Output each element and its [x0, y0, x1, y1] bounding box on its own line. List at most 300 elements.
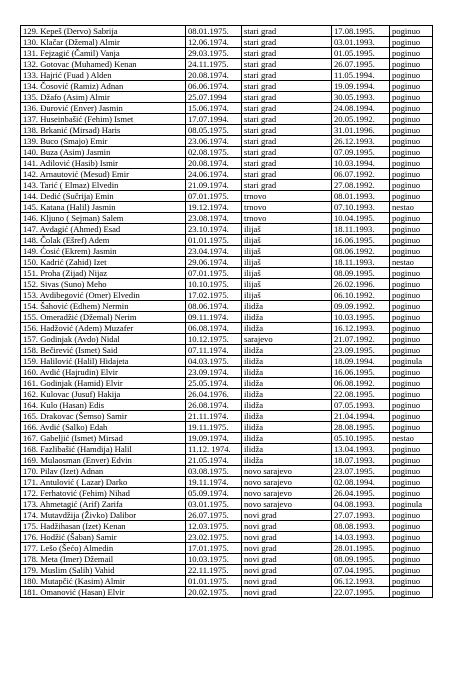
person-name-cell: 135. Džafo (Asim) Almir — [21, 92, 186, 103]
person-name-cell: 142. Arnautović (Mesud) Emir — [21, 169, 186, 180]
status-cell: poginuo — [390, 345, 433, 356]
municipality-cell: ilijaš — [242, 279, 332, 290]
status-cell: poginuo — [390, 455, 433, 466]
person-name-cell: 151. Proha (Zijad) Nijaz — [21, 268, 186, 279]
table-row — [21, 433, 433, 444]
person-name-cell: 181. Omanović (Hasan) Elvir — [21, 587, 186, 598]
birth-date-cell: 23.04.1974. — [186, 246, 242, 257]
person-name-cell: 138. Brkanić (Mirsad) Haris — [21, 125, 186, 136]
municipality-cell: ilidža — [242, 389, 332, 400]
municipality-cell: ilijaš — [242, 257, 332, 268]
municipality-cell: stari grad — [242, 37, 332, 48]
municipality-cell: novi grad — [242, 554, 332, 565]
status-cell: poginuo — [390, 246, 433, 257]
birth-date-cell: 22.11.1975. — [186, 565, 242, 576]
municipality-cell: trnovo — [242, 191, 332, 202]
status-cell: poginuo — [390, 422, 433, 433]
status-cell: poginuo — [390, 587, 433, 598]
status-cell: nestao — [390, 202, 433, 213]
municipality-cell: stari grad — [242, 59, 332, 70]
death-date-cell: 16.06.1995. — [332, 367, 390, 378]
municipality-cell: novi grad — [242, 576, 332, 587]
table-row — [21, 510, 433, 521]
status-cell: poginuo — [390, 70, 433, 81]
birth-date-cell: 10.10.1975. — [186, 279, 242, 290]
table-row — [21, 521, 433, 532]
table-row — [21, 59, 433, 70]
person-name-cell: 167. Gabeljić (Ismet) Mirsad — [21, 433, 186, 444]
birth-date-cell: 09.11.1974. — [186, 312, 242, 323]
birth-date-cell: 21.11.1974. — [186, 411, 242, 422]
table-row — [21, 48, 433, 59]
death-date-cell: 05.10.1995. — [332, 433, 390, 444]
person-name-cell: 130. Klačar (Džemal) Almir — [21, 37, 186, 48]
table-row — [21, 532, 433, 543]
status-cell: poginuo — [390, 554, 433, 565]
municipality-cell: ilijaš — [242, 246, 332, 257]
status-cell: poginuo — [390, 411, 433, 422]
status-cell: poginuo — [390, 488, 433, 499]
table-row — [21, 576, 433, 587]
casualty-table-body — [21, 26, 433, 598]
person-name-cell: 166. Avdić (Salko) Edah — [21, 422, 186, 433]
birth-date-cell: 20.02.1975. — [186, 587, 242, 598]
death-date-cell: 06.10.1992. — [332, 290, 390, 301]
birth-date-cell: 01.01.1975. — [186, 576, 242, 587]
status-cell: poginuo — [390, 323, 433, 334]
municipality-cell: stari grad — [242, 125, 332, 136]
birth-date-cell: 06.06.1974. — [186, 81, 242, 92]
birth-date-cell: 26.08.1974. — [186, 400, 242, 411]
table-row — [21, 356, 433, 367]
table-row — [21, 378, 433, 389]
person-name-cell: 173. Ahmetagić (Arif) Zarifa — [21, 499, 186, 510]
birth-date-cell: 07.11.1974. — [186, 345, 242, 356]
status-cell: poginula — [390, 499, 433, 510]
table-row — [21, 180, 433, 191]
person-name-cell: 153. Avdibegović (Omer) Elvedin — [21, 290, 186, 301]
table-row — [21, 345, 433, 356]
table-row — [21, 334, 433, 345]
birth-date-cell: 25.07.1994 — [186, 92, 242, 103]
death-date-cell: 30.05.1993. — [332, 92, 390, 103]
municipality-cell: ilidža — [242, 400, 332, 411]
table-row — [21, 103, 433, 114]
table-row — [21, 400, 433, 411]
status-cell: poginuo — [390, 92, 433, 103]
status-cell: poginuo — [390, 400, 433, 411]
death-date-cell: 18.09.1994. — [332, 356, 390, 367]
birth-date-cell: 25.05.1974. — [186, 378, 242, 389]
birth-date-cell: 11.12. 1974. — [186, 444, 242, 455]
death-date-cell: 26.12.1993. — [332, 136, 390, 147]
birth-date-cell: 08.06.1974. — [186, 301, 242, 312]
status-cell: poginuo — [390, 389, 433, 400]
table-row — [21, 26, 433, 37]
death-date-cell: 27.07.1993. — [332, 510, 390, 521]
person-name-cell: 137. Huseinbašić (Fehim) Ismet — [21, 114, 186, 125]
table-row — [21, 466, 433, 477]
status-cell: poginuo — [390, 565, 433, 576]
birth-date-cell: 21.09.1974. — [186, 180, 242, 191]
table-row — [21, 191, 433, 202]
death-date-cell: 21.04.1994. — [332, 411, 390, 422]
municipality-cell: novi grad — [242, 587, 332, 598]
table-row — [21, 224, 433, 235]
birth-date-cell: 02.08.1975. — [186, 147, 242, 158]
birth-date-cell: 06.08.1974. — [186, 323, 242, 334]
table-row — [21, 455, 433, 466]
status-cell: poginuo — [390, 466, 433, 477]
birth-date-cell: 17.01.1975. — [186, 543, 242, 554]
table-row — [21, 92, 433, 103]
death-date-cell: 11.05.1994. — [332, 70, 390, 81]
status-cell: poginuo — [390, 279, 433, 290]
death-date-cell: 18.07.1993. — [332, 455, 390, 466]
person-name-cell: 140. Buza (Asim) Jasmin — [21, 147, 186, 158]
birth-date-cell: 29.06.1974. — [186, 257, 242, 268]
municipality-cell: trnovo — [242, 202, 332, 213]
birth-date-cell: 05.09.1974. — [186, 488, 242, 499]
death-date-cell: 28.01.1995. — [332, 543, 390, 554]
municipality-cell: ilidža — [242, 422, 332, 433]
birth-date-cell: 23.02.1975. — [186, 532, 242, 543]
birth-date-cell: 03.08.1975. — [186, 466, 242, 477]
person-name-cell: 148. Čolak (Ešref) Adem — [21, 235, 186, 246]
table-row — [21, 158, 433, 169]
municipality-cell: novo sarajevo — [242, 499, 332, 510]
table-row — [21, 301, 433, 312]
death-date-cell: 27.08.1992. — [332, 180, 390, 191]
table-row — [21, 389, 433, 400]
death-date-cell: 23.09.1995. — [332, 345, 390, 356]
table-row — [21, 246, 433, 257]
table-row — [21, 290, 433, 301]
table-row — [21, 213, 433, 224]
person-name-cell: 147. Avdagić (Ahmed) Esad — [21, 224, 186, 235]
death-date-cell: 03.01.1993. — [332, 37, 390, 48]
birth-date-cell: 03.01.1975. — [186, 499, 242, 510]
birth-date-cell: 29.03.1975. — [186, 48, 242, 59]
table-row — [21, 543, 433, 554]
municipality-cell: ilijaš — [242, 268, 332, 279]
person-name-cell: 150. Kadrić (Zahid) Izet — [21, 257, 186, 268]
death-date-cell: 06.07.1992. — [332, 169, 390, 180]
birth-date-cell: 17.07.1994. — [186, 114, 242, 125]
person-name-cell: 170. Pilav (Izet) Adnan — [21, 466, 186, 477]
municipality-cell: ilijaš — [242, 224, 332, 235]
birth-date-cell: 20.08.1974. — [186, 70, 242, 81]
death-date-cell: 26.02.1996. — [332, 279, 390, 290]
municipality-cell: ilidža — [242, 312, 332, 323]
municipality-cell: ilidža — [242, 378, 332, 389]
person-name-cell: 169. Mulaosman (Enver) Edvin — [21, 455, 186, 466]
death-date-cell: 31.01.1996. — [332, 125, 390, 136]
death-date-cell: 24.08.1994. — [332, 103, 390, 114]
municipality-cell: novi grad — [242, 543, 332, 554]
table-row — [21, 565, 433, 576]
person-name-cell: 152. Sivas (Suno) Meho — [21, 279, 186, 290]
municipality-cell: ilidža — [242, 356, 332, 367]
death-date-cell: 06.08.1992. — [332, 378, 390, 389]
status-cell: nestao — [390, 257, 433, 268]
birth-date-cell: 26.07.1975. — [186, 510, 242, 521]
status-cell: poginuo — [390, 136, 433, 147]
birth-date-cell: 17.02.1975. — [186, 290, 242, 301]
person-name-cell: 139. Buco (Smajo) Emir — [21, 136, 186, 147]
status-cell: poginuo — [390, 576, 433, 587]
status-cell: poginuo — [390, 224, 433, 235]
death-date-cell: 08.09.1995. — [332, 554, 390, 565]
person-name-cell: 159. Halilović (Halil) Hidajeta — [21, 356, 186, 367]
birth-date-cell: 24.06.1974. — [186, 169, 242, 180]
municipality-cell: stari grad — [242, 114, 332, 125]
status-cell: poginula — [390, 356, 433, 367]
person-name-cell: 132. Gotovac (Muhamed) Kenan — [21, 59, 186, 70]
person-name-cell: 145. Katana (Halil) Jasmin — [21, 202, 186, 213]
birth-date-cell: 12.06.1974. — [186, 37, 242, 48]
status-cell: poginuo — [390, 103, 433, 114]
table-row — [21, 279, 433, 290]
person-name-cell: 171. Antulović ( Lazar) Darko — [21, 477, 186, 488]
table-row — [21, 70, 433, 81]
status-cell: poginuo — [390, 147, 433, 158]
table-row — [21, 235, 433, 246]
table-row — [21, 477, 433, 488]
person-name-cell: 146. Kljuno ( Sejman) Salem — [21, 213, 186, 224]
death-date-cell: 04.08.1993. — [332, 499, 390, 510]
status-cell: poginuo — [390, 48, 433, 59]
person-name-cell: 129. Kepeš (Dervo) Sabrija — [21, 26, 186, 37]
municipality-cell: stari grad — [242, 169, 332, 180]
birth-date-cell: 08.01.1975. — [186, 26, 242, 37]
status-cell: poginuo — [390, 510, 433, 521]
status-cell: poginuo — [390, 378, 433, 389]
person-name-cell: 179. Muslim (Salih) Vahid — [21, 565, 186, 576]
person-name-cell: 161. Godinjak (Hamid) Elvir — [21, 378, 186, 389]
municipality-cell: ilidža — [242, 444, 332, 455]
birth-date-cell: 19.12.1974. — [186, 202, 242, 213]
table-row — [21, 268, 433, 279]
status-cell: poginuo — [390, 191, 433, 202]
casualty-table — [20, 25, 433, 598]
death-date-cell: 01.05.1995. — [332, 48, 390, 59]
death-date-cell: 02.08.1994. — [332, 477, 390, 488]
status-cell: poginuo — [390, 37, 433, 48]
table-row — [21, 147, 433, 158]
table-row — [21, 114, 433, 125]
table-row — [21, 488, 433, 499]
status-cell: poginuo — [390, 235, 433, 246]
birth-date-cell: 07.01.1975. — [186, 191, 242, 202]
death-date-cell: 22.07.1995. — [332, 587, 390, 598]
municipality-cell: ilidža — [242, 411, 332, 422]
birth-date-cell: 04.03.1975. — [186, 356, 242, 367]
municipality-cell: stari grad — [242, 180, 332, 191]
death-date-cell: 08.08.1993. — [332, 521, 390, 532]
death-date-cell: 17.08.1995. — [332, 26, 390, 37]
birth-date-cell: 01.01.1975. — [186, 235, 242, 246]
municipality-cell: stari grad — [242, 92, 332, 103]
table-row — [21, 37, 433, 48]
municipality-cell: stari grad — [242, 81, 332, 92]
person-name-cell: 176. Hodžić (Šaban) Samir — [21, 532, 186, 543]
death-date-cell: 07.05.1993. — [332, 400, 390, 411]
birth-date-cell: 23.08.1974. — [186, 213, 242, 224]
municipality-cell: ilijaš — [242, 290, 332, 301]
death-date-cell: 28.08.1995. — [332, 422, 390, 433]
person-name-cell: 177. Lešo (Šećo) Almedin — [21, 543, 186, 554]
status-cell: poginuo — [390, 180, 433, 191]
death-date-cell: 18.11.1993. — [332, 224, 390, 235]
status-cell: poginuo — [390, 334, 433, 345]
municipality-cell: stari grad — [242, 158, 332, 169]
person-name-cell: 180. Mutapčić (Kasim) Almir — [21, 576, 186, 587]
status-cell: poginuo — [390, 81, 433, 92]
death-date-cell: 16.12.1993. — [332, 323, 390, 334]
status-cell: poginuo — [390, 543, 433, 554]
death-date-cell: 07.04.1995. — [332, 565, 390, 576]
municipality-cell: stari grad — [242, 136, 332, 147]
person-name-cell: 144. Dedić (Sučrija) Emin — [21, 191, 186, 202]
status-cell: poginuo — [390, 213, 433, 224]
table-row — [21, 554, 433, 565]
table-row — [21, 587, 433, 598]
death-date-cell: 21.07.1992. — [332, 334, 390, 345]
table-row — [21, 125, 433, 136]
person-name-cell: 174. Mutavdžija (Živko) Dalibor — [21, 510, 186, 521]
status-cell: poginuo — [390, 301, 433, 312]
person-name-cell: 168. Fazlibašić (Hamdija) Halil — [21, 444, 186, 455]
municipality-cell: novi grad — [242, 510, 332, 521]
death-date-cell: 08.01.1993. — [332, 191, 390, 202]
death-date-cell: 10.03.1995. — [332, 312, 390, 323]
person-name-cell: 156. Hadžović (Adem) Muzafer — [21, 323, 186, 334]
status-cell: poginuo — [390, 477, 433, 488]
municipality-cell: trnovo — [242, 213, 332, 224]
status-cell: poginuo — [390, 521, 433, 532]
table-row — [21, 312, 433, 323]
death-date-cell: 13.04.1993. — [332, 444, 390, 455]
birth-date-cell: 10.03.1975. — [186, 554, 242, 565]
municipality-cell: sarajevo — [242, 334, 332, 345]
municipality-cell: ilidža — [242, 345, 332, 356]
status-cell: poginuo — [390, 26, 433, 37]
municipality-cell: stari grad — [242, 147, 332, 158]
person-name-cell: 165. Drakovac (Šemso) Samir — [21, 411, 186, 422]
death-date-cell: 07.09.1995. — [332, 147, 390, 158]
death-date-cell: 20.05.1992. — [332, 114, 390, 125]
municipality-cell: stari grad — [242, 70, 332, 81]
death-date-cell: 26.07.1995. — [332, 59, 390, 70]
death-date-cell: 07.10.1993. — [332, 202, 390, 213]
table-row — [21, 81, 433, 92]
status-cell: poginuo — [390, 59, 433, 70]
table-row — [21, 323, 433, 334]
birth-date-cell: 23.09.1974. — [186, 367, 242, 378]
table-row — [21, 444, 433, 455]
municipality-cell: ilidža — [242, 455, 332, 466]
municipality-cell: ilijaš — [242, 235, 332, 246]
person-name-cell: 157. Godinjak (Avdo) Nidal — [21, 334, 186, 345]
death-date-cell: 16.06.1995. — [332, 235, 390, 246]
status-cell: poginuo — [390, 169, 433, 180]
birth-date-cell: 19.09.1974. — [186, 433, 242, 444]
municipality-cell: novo sarajevo — [242, 466, 332, 477]
birth-date-cell: 08.05.1975. — [186, 125, 242, 136]
person-name-cell: 160. Avdić (Hajrudin) Elvir — [21, 367, 186, 378]
table-row — [21, 257, 433, 268]
birth-date-cell: 10.12.1975. — [186, 334, 242, 345]
status-cell: poginuo — [390, 268, 433, 279]
municipality-cell: ilidža — [242, 433, 332, 444]
status-cell: nestao — [390, 433, 433, 444]
death-date-cell: 10.03.1994. — [332, 158, 390, 169]
death-date-cell: 19.09.1994. — [332, 81, 390, 92]
municipality-cell: novo sarajevo — [242, 488, 332, 499]
table-row — [21, 202, 433, 213]
death-date-cell: 26.04.1995. — [332, 488, 390, 499]
birth-date-cell: 24.11.1975. — [186, 59, 242, 70]
table-row — [21, 422, 433, 433]
status-cell: poginuo — [390, 312, 433, 323]
person-name-cell: 158. Bečirević (Ismet) Said — [21, 345, 186, 356]
birth-date-cell: 07.01.1975. — [186, 268, 242, 279]
birth-date-cell: 23.06.1974. — [186, 136, 242, 147]
table-row — [21, 169, 433, 180]
table-row — [21, 499, 433, 510]
status-cell: poginuo — [390, 158, 433, 169]
death-date-cell: 22.08.1995. — [332, 389, 390, 400]
person-name-cell: 136. Đurović (Enver) Jasmin — [21, 103, 186, 114]
person-name-cell: 172. Ferhatović (Fehim) Nihad — [21, 488, 186, 499]
death-date-cell: 08.06.1992. — [332, 246, 390, 257]
municipality-cell: novo sarajevo — [242, 477, 332, 488]
municipality-cell: stari grad — [242, 103, 332, 114]
person-name-cell: 133. Hajrić (Fuad ) Alden — [21, 70, 186, 81]
person-name-cell: 175. Hadžihasan (Izet) Kenan — [21, 521, 186, 532]
municipality-cell: ilidža — [242, 323, 332, 334]
birth-date-cell: 21.05.1974. — [186, 455, 242, 466]
death-date-cell: 08.09.1995. — [332, 268, 390, 279]
status-cell: poginuo — [390, 444, 433, 455]
death-date-cell: 14.03.1993. — [332, 532, 390, 543]
birth-date-cell: 26.04.1976. — [186, 389, 242, 400]
person-name-cell: 143. Tarić ( Elmaz) Elvedin — [21, 180, 186, 191]
status-cell: poginuo — [390, 532, 433, 543]
birth-date-cell: 12.03.1975. — [186, 521, 242, 532]
death-date-cell: 06.12.1993. — [332, 576, 390, 587]
death-date-cell: 23.07.1995. — [332, 466, 390, 477]
table-row — [21, 367, 433, 378]
birth-date-cell: 20.08.1974. — [186, 158, 242, 169]
person-name-cell: 154. Šahović (Edhem) Nermin — [21, 301, 186, 312]
municipality-cell: ilidža — [242, 301, 332, 312]
status-cell: poginuo — [390, 125, 433, 136]
municipality-cell: novi grad — [242, 565, 332, 576]
death-date-cell: 10.04.1995. — [332, 213, 390, 224]
death-date-cell: 09.09.1992. — [332, 301, 390, 312]
status-cell: poginuo — [390, 290, 433, 301]
person-name-cell: 134. Čosović (Ramiz) Adnan — [21, 81, 186, 92]
birth-date-cell: 15.06.1974. — [186, 103, 242, 114]
birth-date-cell: 19.11.1974. — [186, 477, 242, 488]
table-row — [21, 136, 433, 147]
status-cell: poginuo — [390, 114, 433, 125]
municipality-cell: stari grad — [242, 26, 332, 37]
municipality-cell: novi grad — [242, 521, 332, 532]
birth-date-cell: 19.11.1975. — [186, 422, 242, 433]
